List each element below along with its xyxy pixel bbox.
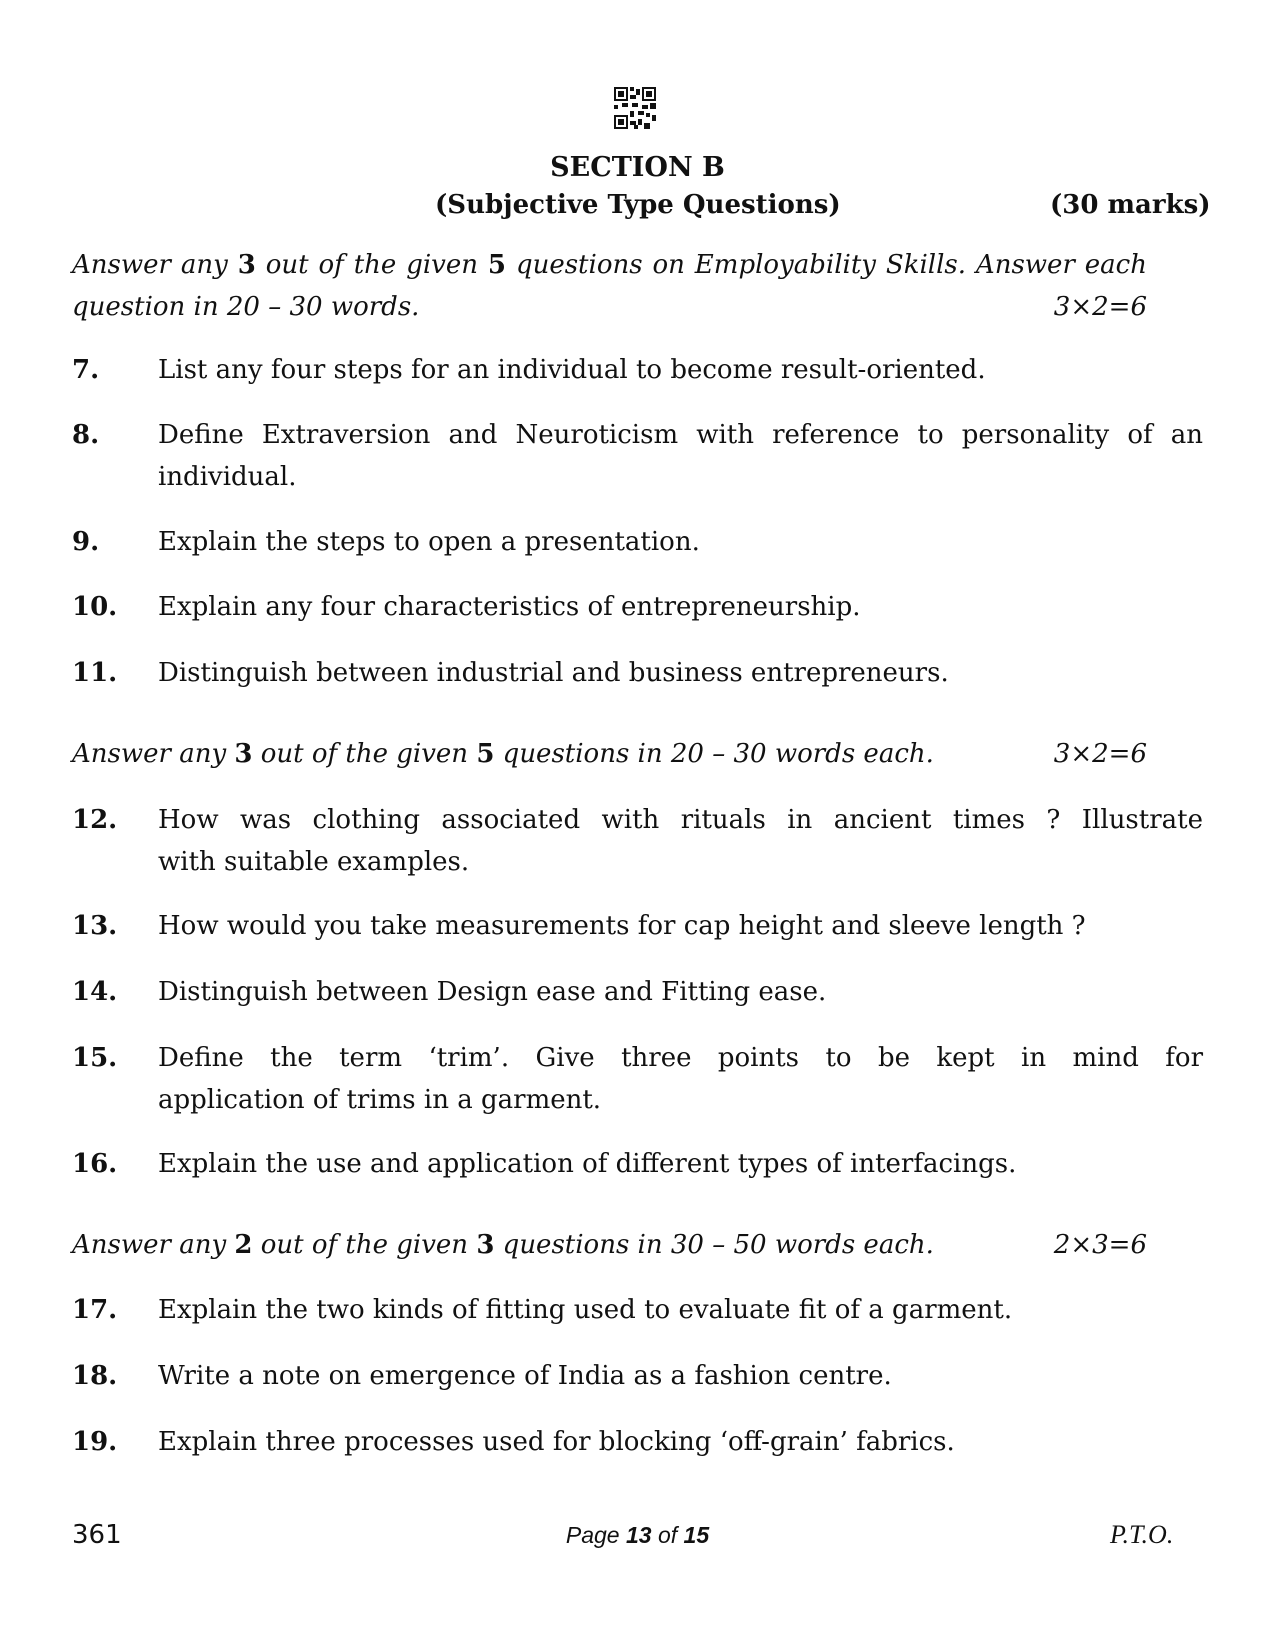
question-text: Distinguish between industrial and business entrepreneurs. xyxy=(158,658,949,688)
question-number: 7. xyxy=(72,355,100,385)
question-number: 15. xyxy=(72,1043,118,1073)
question-number: 16. xyxy=(72,1149,118,1179)
question-text: How was clothing associated with rituals in ancient times ? Illustrate with suitable examples. xyxy=(158,805,1203,877)
question-number: 9. xyxy=(72,527,100,557)
question-number: 19. xyxy=(72,1427,118,1457)
question-number: 8. xyxy=(72,420,100,450)
question-text: Explain the use and application of different types of interfacings. xyxy=(158,1149,1017,1179)
qr-code-icon xyxy=(614,87,656,129)
question-number: 17. xyxy=(72,1295,118,1325)
page-number: Page 13 of 15 xyxy=(565,1522,710,1548)
question-text: Explain three processes used for blocking ‘off-grain’ fabrics. xyxy=(158,1427,955,1457)
question-text: Distinguish between Design ease and Fitting ease. xyxy=(158,977,827,1007)
instruction-group-1: Answer any 3 out of the given 5 questions on Employability Skills. Answer each question in 20 – 30 words. 3×2=6 xyxy=(72,244,1192,328)
question-text: Define Extraversion and Neuroticism with reference to personality of an individual. xyxy=(158,420,1203,492)
marks-label: 3×2=6 xyxy=(1053,292,1147,322)
instruction-line-2: question in 20 – 30 words. xyxy=(72,292,420,322)
question-text: How would you take measurements for cap height and sleeve length ? xyxy=(158,911,1086,941)
question-number: 13. xyxy=(72,911,118,941)
instruction-group-3: Answer any 2 out of the given 3 questions in 30 – 50 words each. 2×3=6 xyxy=(72,1224,1192,1266)
question-text: Explain the steps to open a presentation. xyxy=(158,527,700,557)
pto-label: P.T.O. xyxy=(1110,1520,1174,1549)
question-text: List any four steps for an individual to become result-oriented. xyxy=(158,355,986,385)
question-text: Define the term ‘trim’. Give three points to be kept in mind for application of trims in a garment. xyxy=(158,1043,1203,1115)
question-number: 10. xyxy=(72,592,118,622)
marks-label: 2×3=6 xyxy=(1053,1230,1147,1260)
section-subtitle: (Subjective Type Questions) xyxy=(435,190,841,220)
section-marks: (30 marks) xyxy=(1050,190,1211,220)
instruction-group-2: Answer any 3 out of the given 5 questions in 20 – 30 words each. 3×2=6 xyxy=(72,733,1192,775)
marks-label: 3×2=6 xyxy=(1053,739,1147,769)
question-text: Write a note on emergence of India as a fashion centre. xyxy=(158,1361,892,1391)
question-text: Explain the two kinds of fitting used to evaluate fit of a garment. xyxy=(158,1295,1013,1325)
question-number: 18. xyxy=(72,1361,118,1391)
question-number: 12. xyxy=(72,805,118,835)
question-text: Explain any four characteristics of entrepreneurship. xyxy=(158,592,861,622)
section-title: SECTION B xyxy=(550,152,725,183)
question-number: 14. xyxy=(72,977,118,1007)
paper-code: 361 xyxy=(72,1520,122,1550)
question-number: 11. xyxy=(72,658,118,688)
